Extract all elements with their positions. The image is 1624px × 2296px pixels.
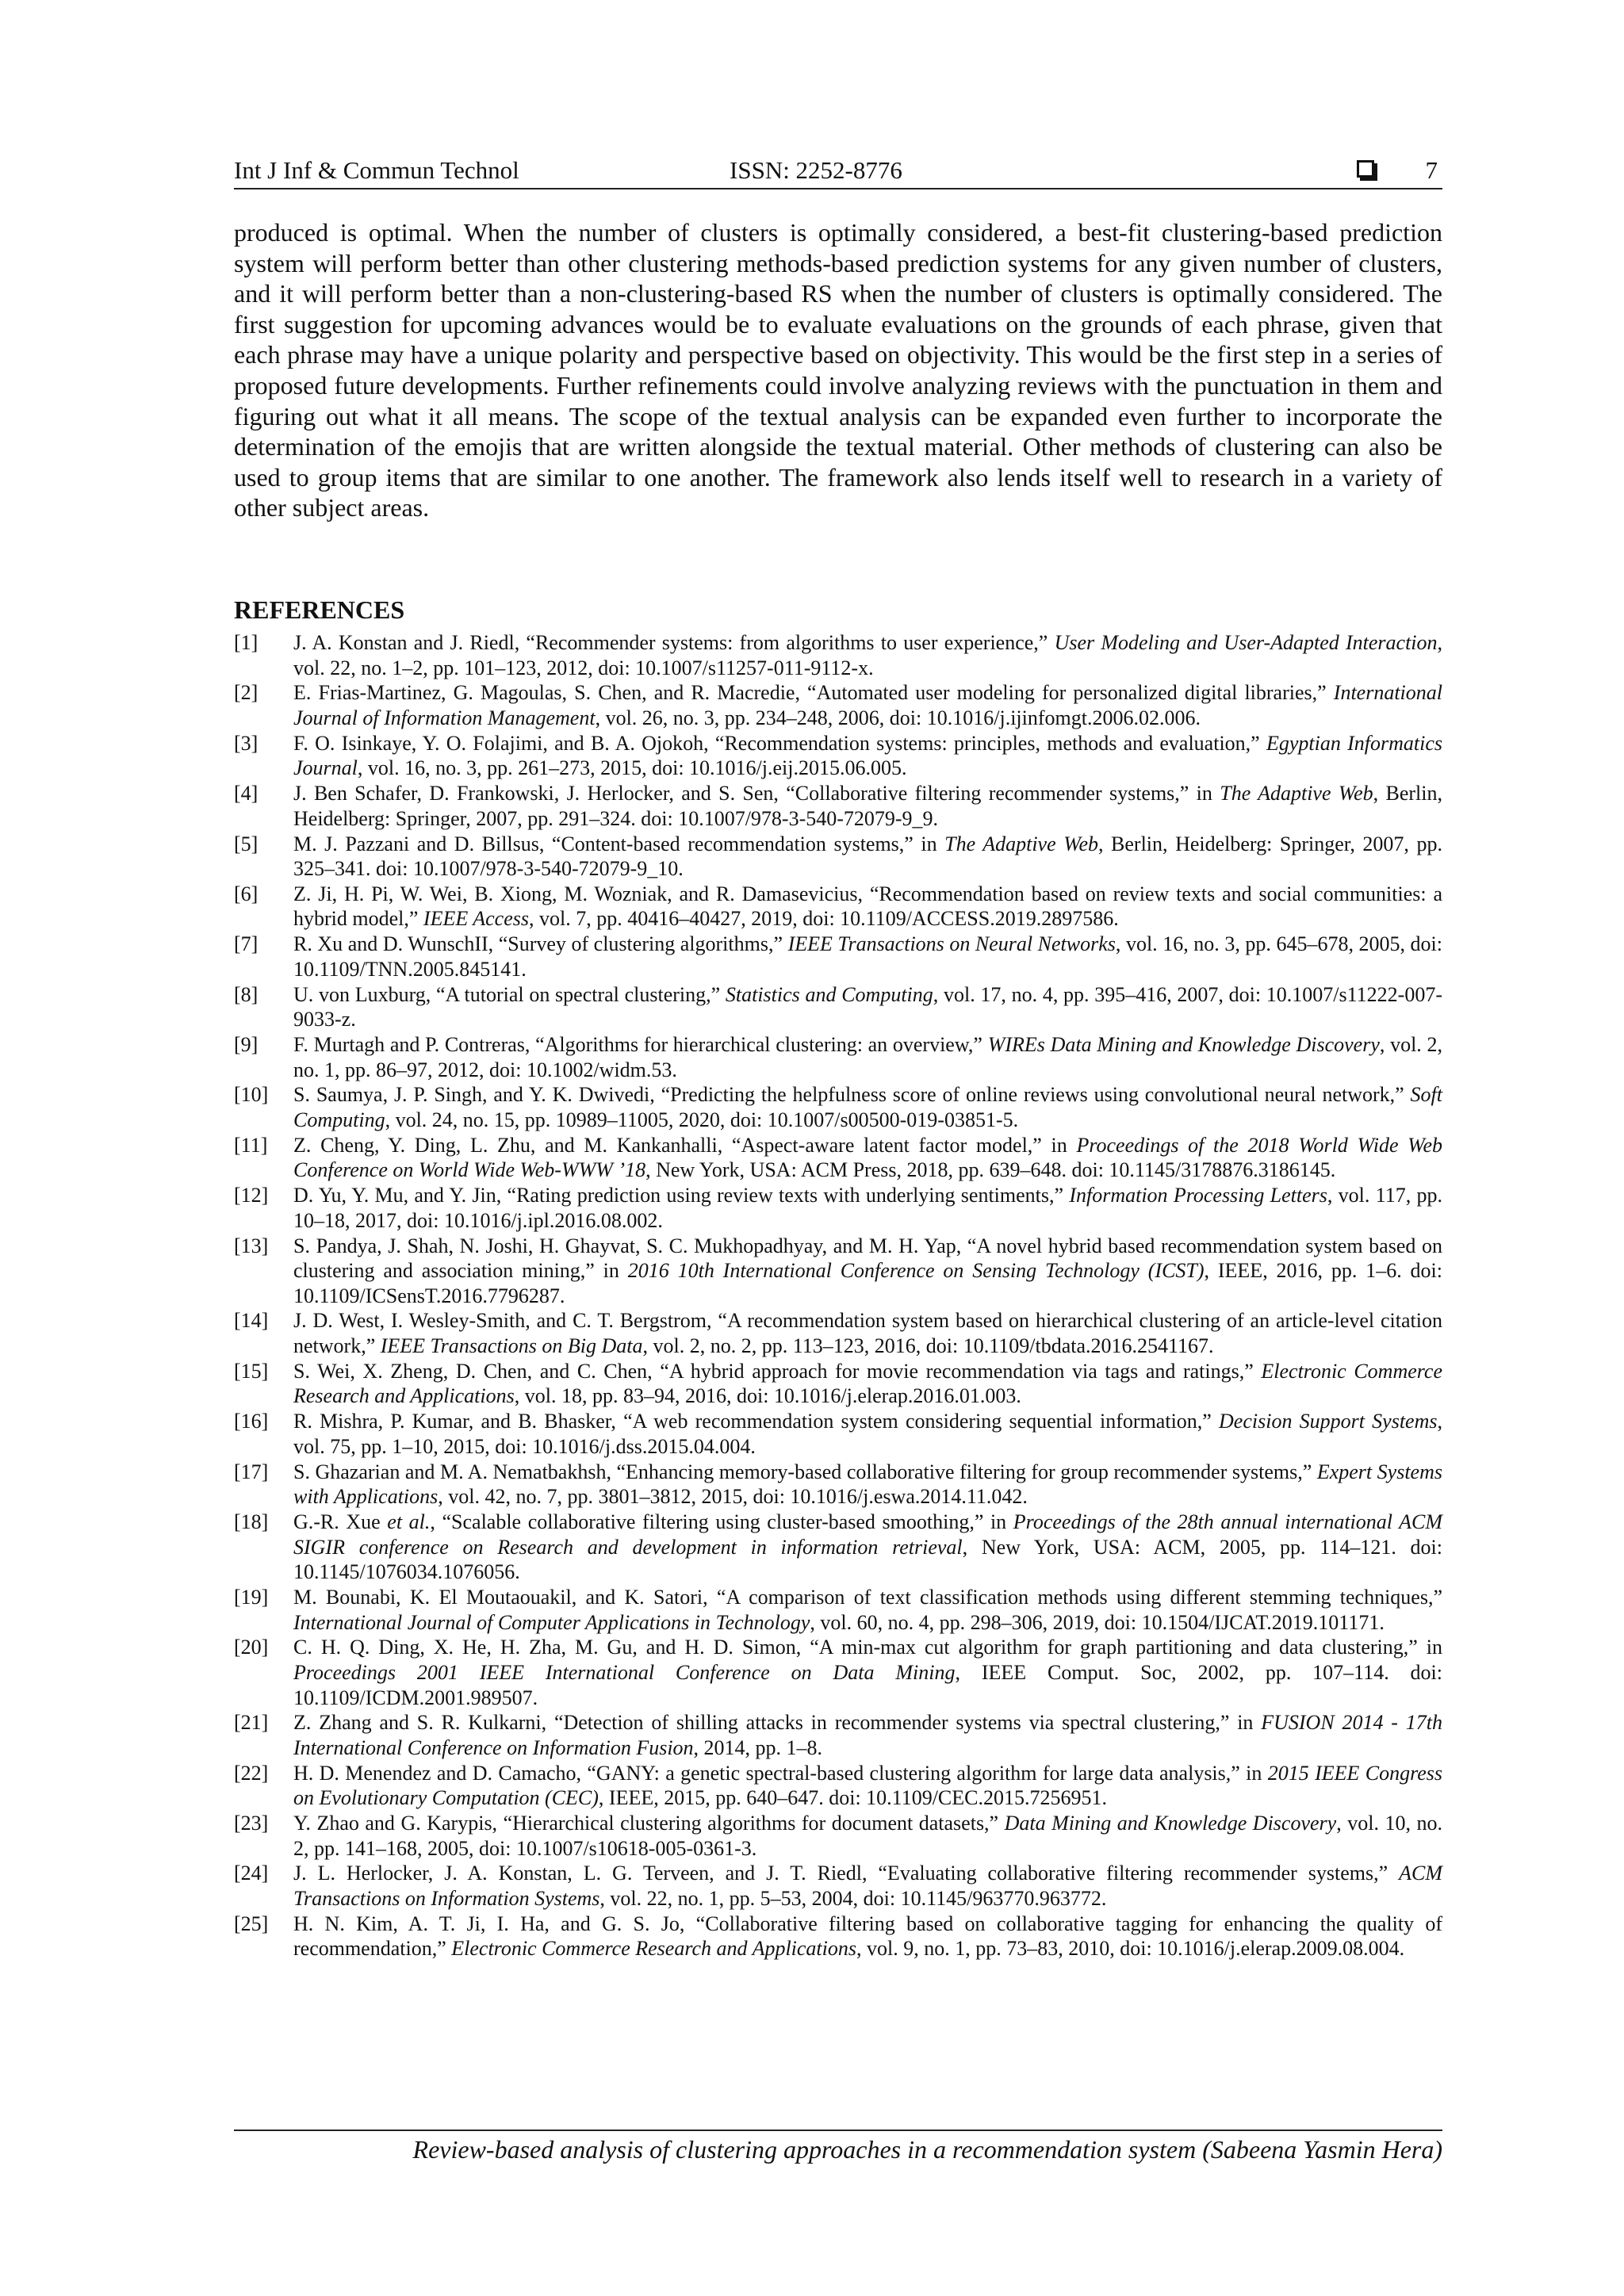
reference-segment: , vol. 16, no. 3, pp. 261–273, 2015, doi: 10.1016/j.eij.2015.06.005. [357, 756, 907, 780]
reference-number: [7] [234, 932, 259, 956]
reference-segment: , vol. 2, no. 1, pp. 86–97, 2012, doi: 10.1002/widm.53. [293, 1033, 1442, 1081]
reference-number: [25] [234, 1911, 269, 1935]
reference-segment: Z. Cheng, Y. Ding, L. Zhu, and M. Kankanhalli, “Aspect-aware latent factor model,” in [293, 1133, 1077, 1157]
reference-number: [4] [234, 782, 259, 806]
reference-text [293, 932, 1442, 981]
reference-segment: , vol. 60, no. 4, pp. 298–306, 2019, doi: 10.1504/IJCAT.2019.101171. [810, 1610, 1385, 1634]
reference-segment: S. Wei, X. Zheng, D. Chen, and C. Chen, “A hybrid approach for movie recommendation via tags and ratings,” [293, 1359, 1262, 1383]
reference-source-title: IEEE Transactions on Neural Networks [787, 932, 1116, 956]
reference-segment: , vol. 42, no. 7, pp. 3801–3812, 2015, doi: 10.1016/j.eswa.2014.11.042. [438, 1485, 1028, 1509]
reference-segment: , vol. 16, no. 3, pp. 645–678, 2005, doi: 10.1109/TNN.2005.845141. [293, 932, 1443, 981]
reference-text [293, 1510, 1442, 1583]
reference-number: [1] [234, 631, 259, 654]
reference-source-title: ACM Transactions on Information Systems [293, 1862, 1442, 1910]
reference-text [293, 1812, 1442, 1860]
reference-text [293, 1912, 1442, 1961]
reference-item [234, 731, 1442, 781]
reference-segment: F. O. Isinkaye, Y. O. Folajimi, and B. A. Ojokoh, “Recommendation systems: principles, methods and evaluation,” [293, 731, 1266, 755]
reference-segment: , “Scalable collaborative filtering using cluster-based smoothing,” in [430, 1510, 1013, 1533]
reference-source-title: Proceedings of the 28th annual international ACM SIGIR conference on Research and development in information retrieval [293, 1510, 1443, 1559]
reference-item [234, 1460, 1442, 1510]
reference-item [234, 1585, 1442, 1635]
reference-segment: J. A. Konstan and J. Riedl, “Recommender systems: from algorithms to user experience,” [293, 631, 1055, 654]
reference-number: [2] [234, 681, 259, 705]
reference-segment: R. Xu and D. WunschII, “Survey of clustering algorithms,” [293, 932, 788, 956]
reference-segment: , vol. 117, pp. 10–18, 2017, doi: 10.1016/j.ipl.2016.08.002. [293, 1184, 1442, 1232]
reference-source-title: The Adaptive Web [1220, 782, 1373, 806]
reference-segment: R. Mishra, P. Kumar, and B. Bhasker, “A web recommendation system considering sequential information,” [293, 1410, 1220, 1433]
reference-number: [17] [234, 1460, 269, 1483]
reference-text [293, 1711, 1442, 1759]
reference-number: [3] [234, 731, 259, 755]
reference-number: [12] [234, 1184, 269, 1207]
reference-source-title: et al. [387, 1510, 431, 1533]
reference-segment: Z. Zhang and S. R. Kulkarni, “Detection of shilling attacks in recommender systems via spectral clustering,” in [293, 1711, 1262, 1735]
reference-item [234, 1409, 1442, 1459]
reference-segment: , vol. 9, no. 1, pp. 73–83, 2010, doi: 10.1016/j.elerap.2009.08.004. [856, 1937, 1405, 1961]
reference-text [293, 1460, 1442, 1509]
reference-source-title: Soft Computing [293, 1083, 1442, 1131]
reference-segment: , vol. 18, pp. 83–94, 2016, doi: 10.1016/j.elerap.2016.01.003. [514, 1384, 1021, 1408]
reference-segment: , 2014, pp. 1–8. [693, 1735, 823, 1759]
reference-number: [21] [234, 1711, 269, 1735]
reference-source-title: Data Mining and Knowledge Discovery [1004, 1812, 1337, 1835]
reference-item [234, 1811, 1442, 1861]
reference-source-title: Electronic Commerce Research and Applications [293, 1359, 1442, 1408]
reference-source-title: Proceedings of the 2018 World Wide Web Conference on World Wide Web-WWW ’18 [293, 1133, 1442, 1182]
reference-item [234, 1510, 1442, 1585]
reference-segment: , vol. 7, pp. 40416–40427, 2019, doi: 10.1109/ACCESS.2019.2897586. [529, 907, 1119, 931]
reference-text [293, 1862, 1442, 1910]
reference-source-title: The Adaptive Web [944, 832, 1098, 855]
footer-divider [234, 2130, 1442, 2131]
reference-item [234, 680, 1442, 730]
reference-segment: , IEEE, 2016, pp. 1–6. doi: 10.1109/ICSensT.2016.7796287. [293, 1259, 1443, 1307]
reference-segment: M. J. Pazzani and D. Billsus, “Content-based recommendation systems,” in [293, 832, 945, 855]
reference-segment: , IEEE, 2015, pp. 640–647. doi: 10.1109/CEC.2015.7256951. [598, 1786, 1107, 1810]
page-number: 7 [1425, 156, 1438, 184]
reference-item [234, 781, 1442, 831]
reference-segment: Z. Ji, H. Pi, W. Wei, B. Xiong, M. Wozniak, and R. Damasevicius, “Recommendation based on review texts and social communities: a hybrid model,” [293, 882, 1442, 931]
reference-segment: H. N. Kim, A. T. Ji, I. Ha, and G. S. Jo, “Collaborative filtering based on collaborative tagging for enhancing the quality of recommendation,” [293, 1911, 1442, 1961]
reference-segment: , New York, USA: ACM, 2005, pp. 114–121. doi: 10.1145/1076034.1076056. [293, 1535, 1442, 1584]
page-header [234, 156, 1442, 189]
reference-text [293, 1762, 1442, 1810]
reference-item [234, 1308, 1442, 1358]
reference-source-title: 2016 10th International Conference on Sensing Technology (ICST) [627, 1259, 1205, 1283]
reference-text [293, 631, 1442, 679]
reference-segment: G.-R. Xue [293, 1510, 388, 1533]
reference-source-title: WIREs Data Mining and Knowledge Discovery [987, 1033, 1380, 1056]
reference-number: [11] [234, 1133, 268, 1157]
body-paragraph: produced is optimal. When the number of clusters is optimally considered, a best-fit clustering-based prediction system will perform better than other clustering methods-based prediction systems for any given number of clusters, and it will perform better than a non-clustering-based RS when the number of clusters is optimally considered. The first suggestion for upcoming advances would be to evaluate evaluations on the grounds of each phrase, given that each phrase may have a unique polarity and perspective based on objectivity. This would be the first step in a series of proposed future developments. Further refinements could involve analyzing reviews with the punctuation in them and figuring out what it all means. The scope of the textual analysis can be expanded even further to incorporate the determination of the emojis that are written alongside the textual material. Other methods of clustering can also be used to group items that are similar to one another. The framework also lends itself well to research in a variety of other subject areas. [234, 218, 1442, 522]
reference-text [293, 882, 1442, 931]
reference-source-title: Expert Systems with Applications [293, 1460, 1442, 1509]
reference-item [234, 630, 1442, 680]
reference-item [234, 1911, 1442, 1961]
reference-segment: , New York, USA: ACM Press, 2018, pp. 639–648. doi: 10.1145/3178876.3186145. [645, 1158, 1336, 1182]
reference-number: [14] [234, 1309, 269, 1333]
reference-number: [15] [234, 1359, 269, 1383]
checkbox-square-icon [1357, 160, 1374, 178]
issn: ISSN: 2252-8776 [730, 156, 902, 184]
reference-segment: , vol. 75, pp. 1–10, 2015, doi: 10.1016/j.dss.2015.04.004. [293, 1410, 1442, 1458]
reference-item [234, 832, 1442, 882]
reference-segment: H. D. Menendez and D. Camacho, “GANY: a genetic spectral-based clustering algorithm for large data analysis,” in [293, 1761, 1268, 1785]
reference-text [293, 1636, 1442, 1709]
reference-text [293, 1134, 1442, 1182]
reference-source-title: Electronic Commerce Research and Applications [451, 1937, 856, 1961]
reference-item [234, 1635, 1442, 1710]
reference-segment: , Berlin, Heidelberg: Springer, 2007, pp. 325–341. doi: 10.1007/978-3-540-72079-9_10. [293, 832, 1442, 881]
reference-item [234, 1082, 1442, 1132]
reference-segment: E. Frias-Martinez, G. Magoulas, S. Chen, and R. Macredie, “Automated user modeling for personalized digital libraries,” [293, 681, 1334, 705]
reference-text [293, 1309, 1442, 1357]
reference-segment: , vol. 10, no. 2, pp. 141–168, 2005, doi: 10.1007/s10618-005-0361-3. [293, 1812, 1442, 1860]
reference-source-title: Statistics and Computing [725, 982, 933, 1006]
reference-segment: , vol. 17, no. 4, pp. 395–416, 2007, doi: 10.1007/s11222-007-9033-z. [293, 982, 1442, 1031]
reference-segment: M. Bounabi, K. El Moutaouakil, and K. Satori, “A comparison of text classification methods using different stemming techniques,” [293, 1585, 1442, 1609]
reference-source-title: IEEE Transactions on Big Data [380, 1334, 643, 1358]
reference-item [234, 882, 1442, 932]
reference-text [293, 983, 1442, 1031]
reference-text [293, 732, 1442, 780]
reference-source-title: International Journal of Computer Applications in Technology [293, 1610, 810, 1634]
reference-number: [22] [234, 1761, 269, 1785]
reference-segment: Y. Zhao and G. Karypis, “Hierarchical clustering algorithms for document datasets,” [293, 1812, 1005, 1835]
reference-segment: , vol. 24, no. 15, pp. 10989–11005, 2020, doi: 10.1007/s00500-019-03851-5. [385, 1108, 1019, 1131]
reference-item [234, 1861, 1442, 1911]
reference-source-title: FUSION 2014 - 17th International Conference on Information Fusion [293, 1711, 1442, 1759]
reference-segment: J. Ben Schafer, D. Frankowski, J. Herlocker, and S. Sen, “Collaborative filtering recommender systems,” in [293, 782, 1220, 806]
reference-item [234, 1032, 1442, 1082]
reference-text [293, 1410, 1442, 1458]
reference-text [293, 681, 1442, 729]
reference-text [293, 1083, 1442, 1131]
journal-name: Int J Inf & Commun Technol [234, 156, 519, 184]
reference-number: [20] [234, 1636, 269, 1659]
reference-number: [10] [234, 1083, 269, 1107]
reference-segment: S. Ghazarian and M. A. Nematbakhsh, “Enhancing memory-based collaborative filtering for group recommender systems,” [293, 1460, 1317, 1483]
reference-number: [8] [234, 982, 259, 1006]
reference-text [293, 1184, 1442, 1232]
reference-segment: C. H. Q. Ding, X. He, H. Zha, M. Gu, and H. D. Simon, “A min-max cut algorithm for graph partitioning and data clustering,” in [293, 1636, 1442, 1659]
reference-number: [5] [234, 832, 259, 855]
reference-item [234, 932, 1442, 982]
reference-item [234, 1761, 1442, 1811]
reference-text [293, 1360, 1442, 1408]
reference-item [234, 982, 1442, 1032]
reference-segment: , vol. 26, no. 3, pp. 234–248, 2006, doi: 10.1016/j.ijinfomgt.2006.02.006. [595, 706, 1201, 729]
reference-text [293, 1033, 1442, 1081]
reference-number: [23] [234, 1812, 269, 1835]
reference-segment: F. Murtagh and P. Contreras, “Algorithms for hierarchical clustering: an overview,” [293, 1033, 988, 1056]
reference-source-title: Decision Support Systems [1219, 1410, 1438, 1433]
reference-text [293, 1234, 1442, 1307]
reference-number: [6] [234, 882, 259, 905]
reference-segment: S. Pandya, J. Shah, N. Joshi, H. Ghayvat, S. C. Mukhopadhyay, and M. H. Yap, “A novel hybrid based recommendation system based on clustering and association mining,” in [293, 1234, 1442, 1283]
reference-number: [24] [234, 1862, 269, 1885]
reference-source-title: User Modeling and User-Adapted Interaction [1054, 631, 1438, 654]
reference-segment: , Berlin, Heidelberg: Springer, 2007, pp. 291–324. doi: 10.1007/978-3-540-72079-9_9. [293, 782, 1442, 830]
reference-segment: U. von Luxburg, “A tutorial on spectral clustering,” [293, 982, 726, 1006]
reference-text [293, 782, 1442, 830]
reference-source-title: International Journal of Information Management [293, 681, 1442, 729]
reference-source-title: IEEE Access [423, 907, 529, 931]
reference-item [234, 1359, 1442, 1409]
reference-segment: D. Yu, Y. Mu, and Y. Jin, “Rating prediction using review texts with underlying sentiments,” [293, 1184, 1070, 1207]
reference-item [234, 1710, 1442, 1760]
reference-source-title: Egyptian Informatics Journal [293, 731, 1442, 780]
reference-text [293, 832, 1442, 881]
reference-number: [16] [234, 1410, 269, 1433]
reference-source-title: Proceedings 2001 IEEE International Conference on Data Mining [293, 1660, 956, 1684]
reference-item [234, 1183, 1442, 1233]
page-footer: Review-based analysis of clustering approaches in a recommendation system (Sabeena Yasmin Hera) [412, 2135, 1442, 2164]
reference-segment: J. D. West, I. Wesley-Smith, and C. T. Bergstrom, “A recommendation system based on hierarchical clustering of an article-level citation network,” [293, 1309, 1442, 1358]
references-list [234, 630, 1442, 1961]
reference-source-title: 2015 IEEE Congress on Evolutionary Computation (CEC) [293, 1761, 1442, 1810]
reference-text [293, 1586, 1442, 1634]
reference-source-title: Information Processing Letters [1069, 1184, 1327, 1207]
reference-segment: , vol. 2, no. 2, pp. 113–123, 2016, doi: 10.1109/tbdata.2016.2541167. [642, 1334, 1214, 1358]
reference-segment: S. Saumya, J. P. Singh, and Y. K. Dwivedi, “Predicting the helpfulness score of online reviews using convolutional neural network,” [293, 1083, 1411, 1107]
reference-number: [13] [234, 1234, 269, 1257]
reference-segment: , vol. 22, no. 1–2, pp. 101–123, 2012, doi: 10.1007/s11257-011-9112-x. [293, 631, 1443, 679]
references-heading: REFERENCES [234, 595, 405, 624]
reference-segment: , IEEE Comput. Soc, 2002, pp. 107–114. doi: 10.1109/ICDM.2001.989507. [293, 1660, 1443, 1709]
reference-number: [9] [234, 1033, 259, 1056]
reference-number: [18] [234, 1510, 269, 1533]
reference-segment: J. L. Herlocker, J. A. Konstan, L. G. Terveen, and J. T. Riedl, “Evaluating collaborative filtering recommender systems,” [293, 1862, 1400, 1885]
reference-number: [19] [234, 1585, 269, 1609]
reference-item [234, 1133, 1442, 1183]
reference-segment: , vol. 22, no. 1, pp. 5–53, 2004, doi: 10.1145/963770.963772. [599, 1887, 1107, 1910]
reference-item [234, 1234, 1442, 1309]
